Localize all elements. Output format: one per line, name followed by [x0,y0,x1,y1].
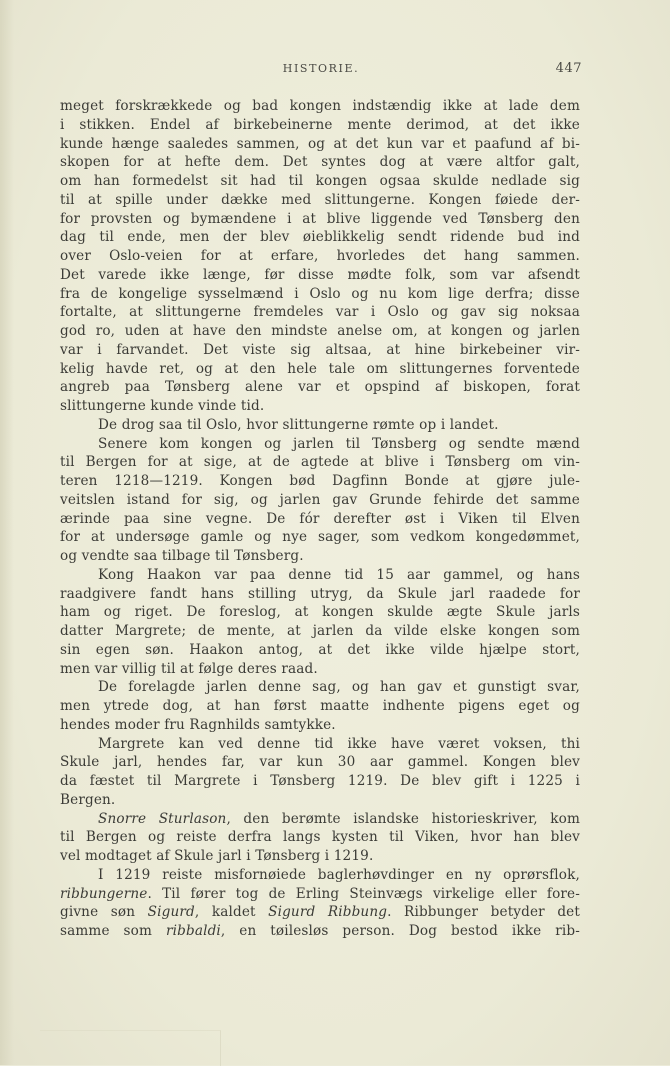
text-line: kelig havde ret, og at den hele tale om slittungernes forventede [60,360,580,377]
text-line: da fæstet til Margrete i Tønsberg 1219. De blev gift i 1225 i [60,773,580,789]
text-line: samme som ribbaldi, en tøilesløs person. Dog bestod ikke rib- [60,923,580,939]
text-line: angreb paa Tønsberg alene var et opspind af biskopen, forat [60,379,580,396]
text-line: raadgivere fandt hans stilling utryg, da Skule jarl raadede for [60,585,580,602]
text-line: ærinde paa sine vegne. De fór derefter øst i Viken til Elven [60,510,580,527]
text-line: Bergen. [60,791,116,808]
text-line: for provsten og bymændene i at blive liggende ved Tønsberg den [60,210,580,227]
text-line: De forelagde jarlen denne sag, og han gav et gunstigt svar, [98,679,580,696]
page-edge-mark [40,1030,221,1066]
text-line: ribbungerne. Til fører tog de Erling Steinvægs virkelige eller fore- [60,885,580,902]
text-line: slittungerne kunde vinde tid. [60,398,265,414]
italic-name: Snorre Sturlason [98,810,227,827]
text-line: vel modtaget af Skule jarl i Tønsberg i 1219. [60,848,374,864]
text-line: teren 1218—1219. Kongen bød Dagfinn Bonde at gjøre jule- [60,473,580,489]
text-line: givne søn Sigurd, kaldet Sigurd Ribbung. Ribbunger betyder det [60,904,580,921]
running-head [60,61,582,79]
text-line: god ro, uden at have den mindste anelse om, at kongen og jarlen [60,323,580,339]
text-line: I 1219 reiste misfornøiede baglerhøvdinger en ny oprørsflok, [98,866,580,883]
text-line: Senere kom kongen og jarlen til Tønsberg og sendte mænd [98,435,580,452]
italic-name: Sigurd [147,904,195,921]
text-line: var i farvandet. Det viste sig altsaa, at hine birkebeiner vir- [60,341,580,358]
text-line: til at spille under dække med slittungerne. Kongen føiede der- [60,191,580,208]
text-line: til Bergen og reiste derfra langs kysten til Viken, hvor han blev [60,829,580,846]
page-number: 447 [555,61,582,76]
text-line: fortalte, at slittungerne fremdeles var i Oslo og gav sig noksaa [60,304,580,321]
text-line: og vendte saa tilbage til Tønsberg. [60,548,304,564]
gutter-shadow [0,0,14,1065]
italic-term: ribbungerne [60,885,148,902]
text-line: men var villig til at følge deres raad. [60,660,318,677]
body-text [60,97,580,941]
text-line: Det varede ikke længe, før disse mødte folk, som var afsendt [60,266,580,283]
text-line: i stikken. Endel af birkebeinerne mente derimod, at det ikke [60,116,580,133]
text-line: datter Margrete; de mente, at jarlen da vilde elske kongen som [60,623,580,639]
running-head-title: HISTORIE. [282,62,360,75]
text-line: Margrete kan ved denne tid ikke have været voksen, thi [98,735,580,752]
text-line: til Bergen for at sige, at de agtede at blive i Tønsberg om vin- [60,454,580,471]
text-line: om han formedelst sit had til kongen ogsaa skulde nedlade sig [60,173,580,189]
text-line: sin egen søn. Haakon antog, at det ikke vilde hjælpe stort, [60,641,580,658]
text-line: Snorre Sturlason, den berømte islandske historieskriver, kom [98,810,580,827]
text-line: veitslen istand for sig, og jarlen gav Grunde fehirde det samme [60,491,580,508]
text-line: kunde hænge saaledes sammen, og at det kun var et paafund af bi- [60,135,580,152]
text-line: meget forskrækkede og bad kongen indstændig ikke at lade dem [60,98,580,114]
text-line: ham og riget. De foreslog, at kongen skulde ægte Skule jarls [60,604,580,621]
text-line: men ytrede dog, at han først maatte indhente pigens eget og [60,698,580,714]
text-line: De drog saa til Oslo, hvor slittungerne rømte op i landet. [98,416,499,433]
text-line: hendes moder fru Ragnhilds samtykke. [60,716,336,733]
italic-name: Sigurd Ribbung [268,904,388,921]
text-line: over Oslo-veien for at erfare, hvorledes det hang sammen. [60,248,580,264]
text-line: dag til ende, men der blev øieblikkelig sendt ridende bud ind [60,229,580,246]
text-line: Skule jarl, hendes far, var kun 30 aar gammel. Kongen blev [60,754,580,771]
text-line: fra de kongelige sysselmænd i Oslo og nu kom lige derfra; disse [60,285,580,302]
text-line: Kong Haakon var paa denne tid 15 aar gammel, og hans [98,566,580,583]
text-line: for at undersøge gamle og nye sager, som vedkom kongedømmet, [60,529,580,546]
text-line: skopen for at hefte dem. Det syntes dog at være altfor galt, [60,154,580,171]
italic-term: ribbaldi [165,923,221,939]
